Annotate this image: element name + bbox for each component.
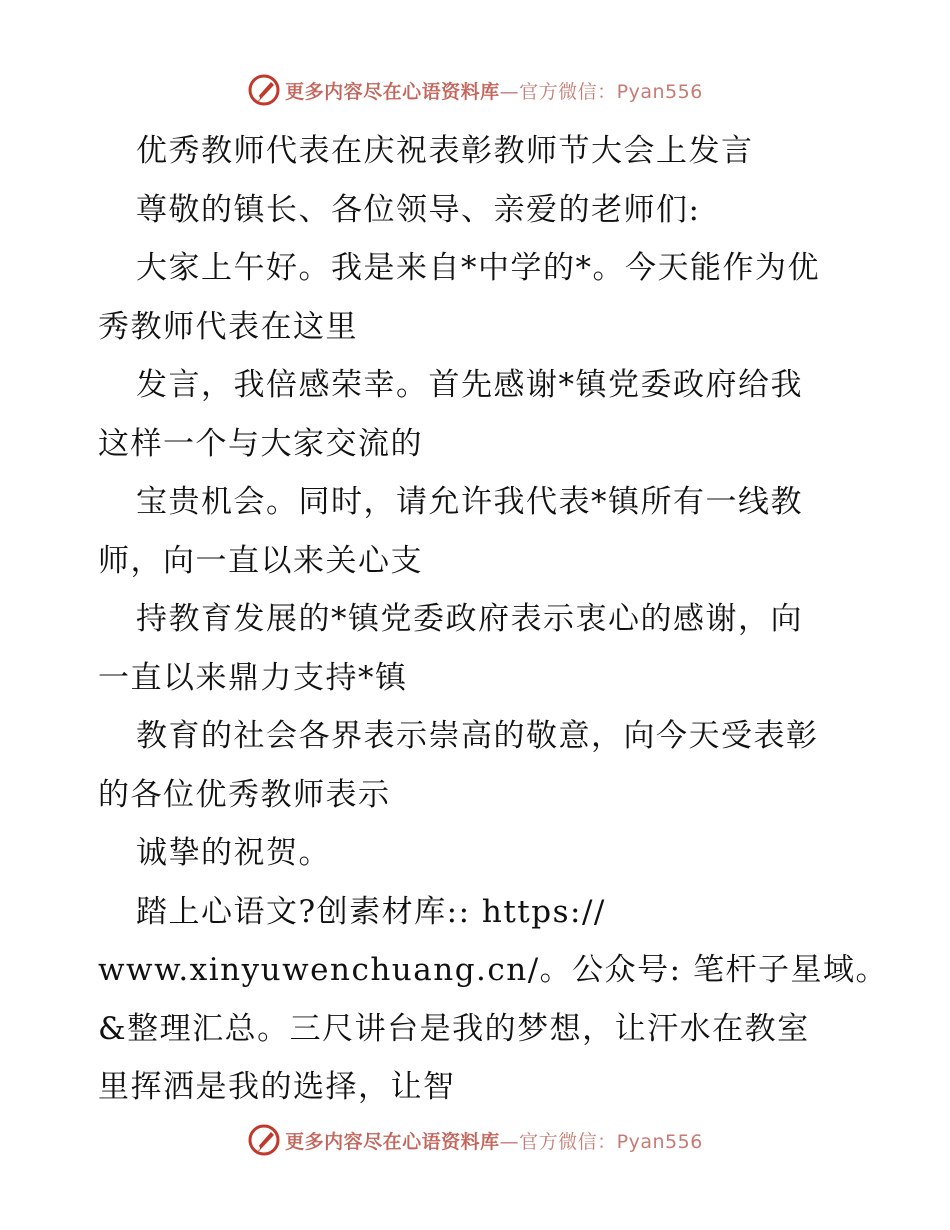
header-banner-text: [285, 77, 703, 104]
header-banner-lead: 更多内容尽在心语资料库: [285, 80, 500, 103]
body-line-13: www.xinyuwenchuang.cn/。公众号: 笔杆子星域。: [98, 952, 888, 988]
header-banner-inner: [247, 73, 703, 107]
body-line-11: 诚挚的祝贺。: [136, 835, 331, 871]
body-line-3: 发言，我倍感荣幸。首先感谢*镇党委政府给我: [136, 367, 803, 403]
footer-banner-lead: 更多内容尽在心语资料库: [285, 1130, 500, 1153]
body-line-4: 这样一个与大家交流的: [98, 425, 423, 462]
quill-logo-icon: [247, 73, 281, 107]
footer-banner-rest: —官方微信：Pyan556: [499, 1130, 703, 1153]
footer-banner-inner: [247, 1123, 703, 1157]
body-line-12: 踏上心语文?创素材库:: https://: [136, 893, 606, 930]
body-line-5: 宝贵机会。同时，请允许我代表*镇所有一线教: [136, 484, 803, 520]
header-banner-rest: —官方微信：Pyan556: [499, 80, 703, 103]
body-line-2: 秀教师代表在这里: [98, 308, 358, 345]
body-line-7: 持教育发展的*镇党委政府表示衷心的感谢，向: [136, 601, 803, 637]
body-line-10: 的各位优秀教师表示: [98, 776, 391, 813]
header-banner: [0, 70, 950, 110]
body-line-15: 里挥洒是我的选择，让智: [98, 1069, 456, 1105]
salutation: 尊敬的镇长、各位领导、亲爱的老师们:: [136, 191, 701, 228]
quill-logo-icon: [247, 1123, 281, 1157]
body-line-8: 一直以来鼎力支持*镇: [98, 659, 408, 696]
body-line-9: 教育的社会各界表示崇高的敬意，向今天受表彰: [136, 718, 819, 754]
document-title: 优秀教师代表在庆祝表彰教师节大会上发言: [136, 133, 754, 169]
footer-banner: [0, 1120, 950, 1160]
body-line-14: &整理汇总。三尺讲台是我的梦想，让汗水在教室: [98, 1010, 810, 1047]
footer-banner-text: [285, 1127, 703, 1154]
body-line-1: 大家上午好。我是来自*中学的*。今天能作为优: [136, 250, 820, 286]
body-line-6: 师，向一直以来关心支: [98, 542, 423, 579]
document-body: [98, 122, 888, 1117]
